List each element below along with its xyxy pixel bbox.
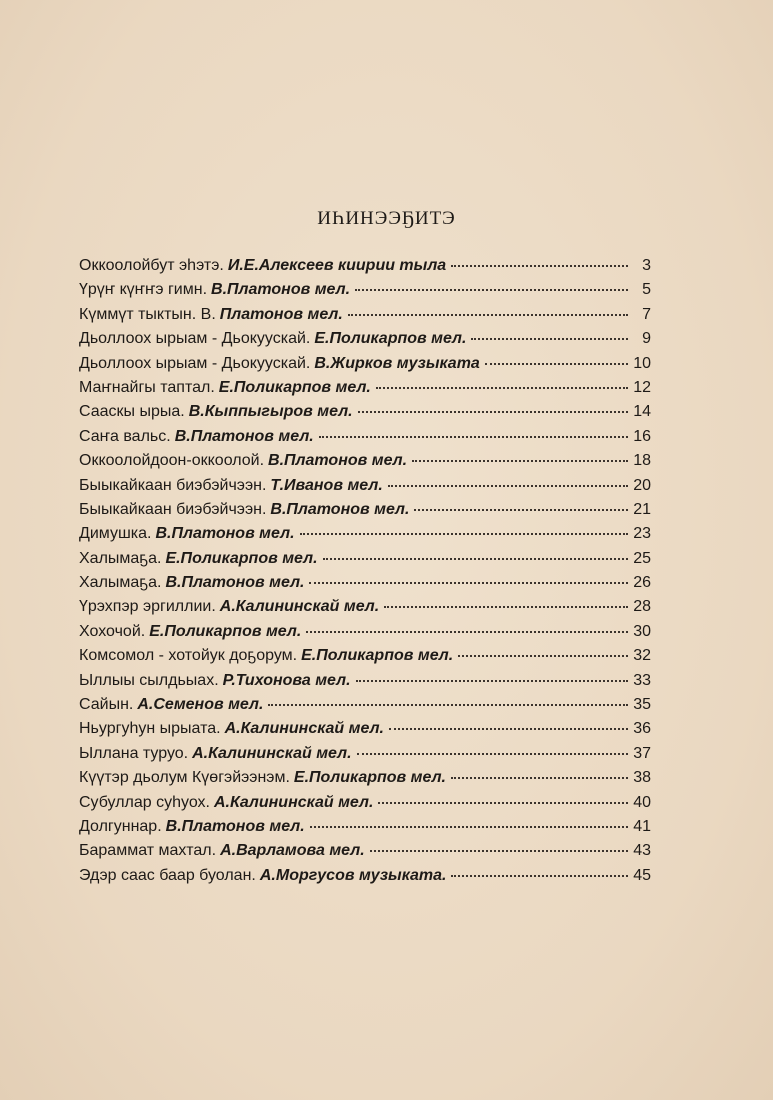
- dot-leader: [357, 753, 628, 755]
- dot-leader: [451, 875, 628, 877]
- entry-author: А.Семенов мел.: [137, 696, 264, 714]
- entry-title: Сааскы ырыа.: [79, 403, 185, 421]
- entry-author: Е.Поликарпов мел.: [314, 330, 467, 348]
- entry-author: Т.Иванов мел.: [270, 476, 383, 494]
- toc-entry: [79, 355, 651, 379]
- table-of-contents: [79, 257, 651, 891]
- dot-leader: [388, 485, 628, 487]
- entry-page-number: 7: [642, 305, 651, 323]
- dot-leader: [306, 631, 628, 633]
- entry-page-number: 16: [633, 427, 651, 445]
- toc-entry: [79, 525, 651, 549]
- entry-page-number: 45: [633, 866, 651, 884]
- dot-leader: [485, 363, 628, 365]
- dot-leader: [323, 558, 628, 560]
- entry-page-number: 38: [633, 769, 651, 787]
- entry-author: Платонов мел.: [219, 305, 343, 323]
- entry-author: А.Калининскай мел.: [224, 720, 384, 738]
- dot-leader: [309, 582, 628, 584]
- entry-page-number: 30: [633, 622, 651, 640]
- entry-author: А.Калининскай мел.: [213, 793, 374, 811]
- entry-page-number: 43: [633, 842, 651, 860]
- entry-title: Үрүҥ күҥҥэ гимн.: [79, 281, 208, 299]
- entry-page-number: 14: [633, 403, 651, 421]
- entry-title: Бараммат махтал.: [79, 842, 217, 860]
- dot-leader: [355, 289, 628, 291]
- toc-entry: [79, 867, 651, 891]
- dot-leader: [348, 314, 628, 316]
- toc-entry: [79, 379, 651, 403]
- dot-leader: [310, 826, 628, 828]
- entry-page-number: 20: [633, 476, 651, 494]
- entry-page-number: 9: [642, 330, 651, 348]
- toc-entry: [79, 818, 651, 842]
- entry-page-number: 5: [642, 281, 651, 299]
- entry-title: Оккоолойбут эһэтэ.: [79, 257, 224, 274]
- toc-entry: [79, 574, 651, 598]
- entry-title: Күммүт тыктын. В.: [79, 305, 216, 323]
- entry-page-number: 25: [633, 549, 651, 567]
- toc-entry: [79, 647, 651, 671]
- toc-entry: [79, 720, 651, 744]
- dot-leader: [451, 265, 628, 267]
- toc-entry: [79, 257, 651, 281]
- entry-author: А.Моргусов музыката.: [259, 866, 447, 884]
- entry-author: А.Калининскай мел.: [219, 598, 380, 616]
- entry-title: Долгуннар.: [79, 817, 162, 835]
- entry-author: В.Жирков музыката: [314, 354, 480, 372]
- entry-title: Комсомол - хотойук доҕорум.: [79, 647, 298, 665]
- entry-page-number: 32: [633, 647, 651, 665]
- dot-leader: [389, 728, 628, 730]
- entry-title: Халымаҕа.: [79, 549, 162, 567]
- entry-title: Ньургуһун ырыата.: [79, 720, 221, 738]
- entry-title: Дьоллоох ырыам - Дьокуускай.: [79, 330, 311, 348]
- dot-leader: [451, 777, 628, 779]
- entry-title: Субуллар суһуох.: [79, 793, 210, 811]
- toc-entry: [79, 428, 651, 452]
- dot-leader: [378, 802, 628, 804]
- entry-page-number: 26: [633, 574, 651, 592]
- dot-leader: [412, 460, 628, 462]
- dot-leader: [358, 411, 628, 413]
- toc-entry: [79, 672, 651, 696]
- dot-leader: [356, 680, 628, 682]
- entry-page-number: 35: [633, 696, 651, 714]
- entry-author: Е.Поликарпов мел.: [165, 549, 318, 567]
- toc-entry: [79, 745, 651, 769]
- page-title: ИҺИНЭЭҔИТЭ: [317, 208, 456, 229]
- dot-leader: [300, 533, 628, 535]
- entry-author: В.Платонов мел.: [270, 500, 410, 518]
- entry-title: Хохочой.: [79, 622, 146, 640]
- entry-title: Димушка.: [79, 525, 152, 543]
- entry-page-number: 23: [633, 525, 651, 543]
- entry-author: И.Е.Алексеев киирии тыла: [227, 257, 447, 274]
- entry-author: В.Платонов мел.: [211, 281, 351, 299]
- toc-entry: [79, 306, 651, 330]
- toc-entry: [79, 794, 651, 818]
- entry-title: Эдэр саас баар буолан.: [79, 866, 256, 884]
- toc-entry: [79, 769, 651, 793]
- entry-author: В.Кыппыгыров мел.: [188, 403, 353, 421]
- dot-leader: [370, 850, 628, 852]
- entry-author: В.Платонов мел.: [174, 427, 314, 445]
- entry-title: Саҥа вальс.: [79, 427, 171, 445]
- entry-title: Халымаҕа.: [79, 574, 162, 592]
- entry-title: Быыкайкаан биэбэйчээн.: [79, 500, 267, 518]
- entry-page-number: 40: [633, 793, 651, 811]
- entry-page-number: 33: [633, 671, 651, 689]
- entry-author: В.Платонов мел.: [155, 525, 295, 543]
- entry-author: Е.Поликарпов мел.: [149, 622, 302, 640]
- entry-page-number: 21: [633, 500, 651, 518]
- entry-page-number: 36: [633, 720, 651, 738]
- entry-title: Дьоллоох ырыам - Дьокуускай.: [79, 354, 311, 372]
- entry-page-number: 10: [633, 354, 651, 372]
- toc-entry: [79, 403, 651, 427]
- entry-page-number: 41: [633, 817, 651, 835]
- entry-title: Маҥнайгы таптал.: [79, 378, 215, 396]
- entry-author: А.Калининскай мел.: [192, 744, 352, 762]
- dot-leader: [268, 704, 628, 706]
- entry-title: Үрэхпэр эргиллии.: [79, 598, 216, 616]
- toc-entry: [79, 281, 651, 305]
- entry-author: Р.Тихонова мел.: [222, 671, 351, 689]
- entry-author: А.Варламова мел.: [220, 842, 365, 860]
- entry-title: Оккоолойдоон-оккоолой.: [79, 452, 265, 470]
- toc-entry: [79, 623, 651, 647]
- toc-entry: [79, 550, 651, 574]
- toc-entry: [79, 696, 651, 720]
- entry-title: Быыкайкаан биэбэйчээн.: [79, 476, 267, 494]
- entry-title: Ыллыы сылдьыах.: [79, 671, 219, 689]
- entry-author: В.Платонов мел.: [165, 574, 305, 592]
- entry-author: В.Платонов мел.: [268, 452, 408, 470]
- entry-author: В.Платонов мел.: [165, 817, 305, 835]
- dot-leader: [471, 338, 628, 340]
- entry-author: Е.Поликарпов мел.: [218, 378, 371, 396]
- entry-title: Сайын.: [79, 696, 134, 714]
- dot-leader: [414, 509, 628, 511]
- entry-page-number: 12: [633, 378, 651, 396]
- toc-entry: [79, 452, 651, 476]
- toc-entry: [79, 501, 651, 525]
- entry-author: Е.Поликарпов мел.: [301, 647, 454, 665]
- dot-leader: [376, 387, 628, 389]
- entry-title: Ыллана туруо.: [79, 744, 189, 762]
- dot-leader: [458, 655, 628, 657]
- dot-leader: [319, 436, 628, 438]
- entry-author: Е.Поликарпов мел.: [293, 769, 446, 787]
- toc-entry: [79, 330, 651, 354]
- dot-leader: [384, 606, 628, 608]
- entry-page-number: 37: [633, 744, 651, 762]
- entry-page-number: 28: [633, 598, 651, 616]
- entry-page-number: 18: [633, 452, 651, 470]
- toc-entry: [79, 598, 651, 622]
- entry-page-number: 3: [642, 257, 651, 274]
- toc-entry: [79, 842, 651, 866]
- toc-entry: [79, 477, 651, 501]
- entry-title: Күүтэр дьолум Күөгэйээнэм.: [79, 769, 290, 787]
